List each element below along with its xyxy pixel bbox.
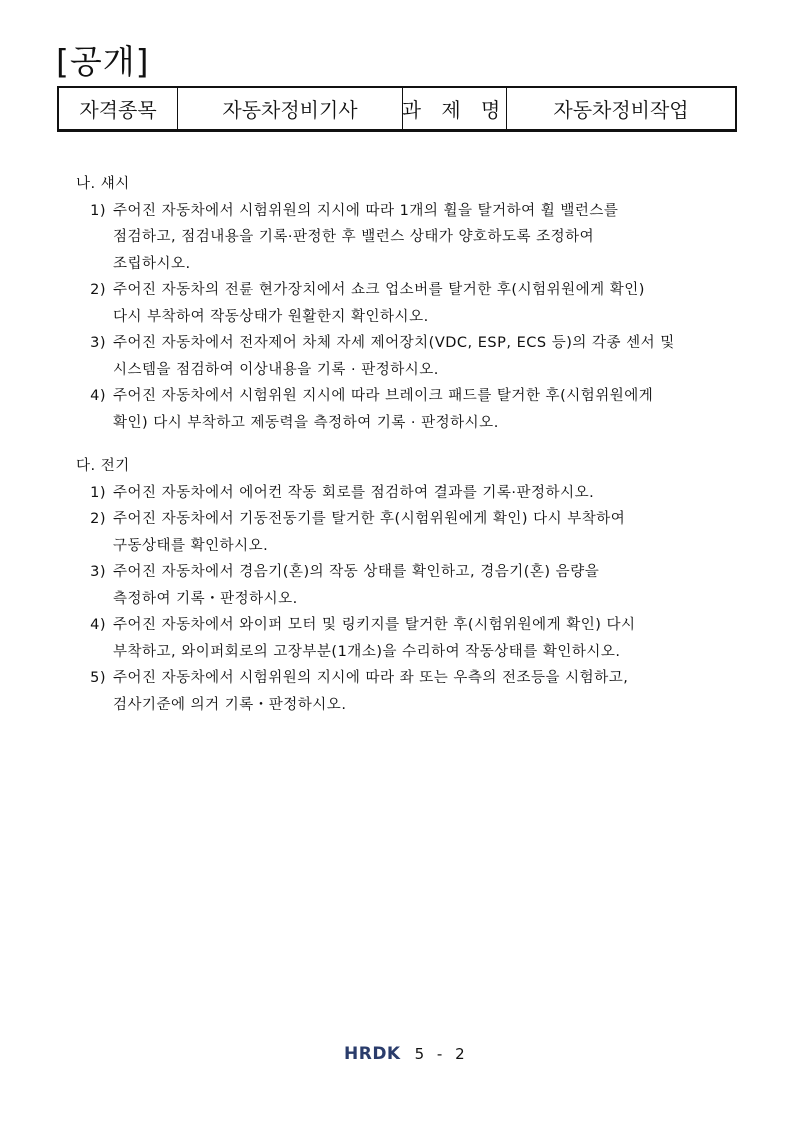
list-item — [76, 665, 756, 718]
item-text — [113, 198, 756, 278]
item-number: 4) — [90, 617, 106, 633]
item-list — [76, 480, 756, 719]
item-line: 검사기준에 의거 기록・판정하시오. — [113, 696, 347, 713]
list-item — [76, 277, 756, 330]
list-item — [76, 559, 756, 612]
item-line: 주어진 자동차에서 와이퍼 모터 및 링키지를 탈거한 후(시험위원에게 확인) 다시 — [113, 617, 636, 633]
item-line: 확인) 다시 부착하고 제동력을 측정하여 기록 · 판정하시오. — [113, 414, 499, 431]
item-line: 주어진 자동차에서 시험위원 지시에 따라 브레이크 패드를 탈거한 후(시험위원에게 — [113, 388, 654, 404]
item-line: 조립하시오. — [113, 255, 191, 272]
item-line: 부착하고, 와이퍼회로의 고장부분(1개소)을 수리하여 작동상태를 확인하시오. — [113, 643, 621, 660]
item-number: 1) — [90, 202, 106, 219]
item-line: 시스템을 점검하여 이상내용을 기록 · 판정하시오. — [113, 361, 439, 378]
item-text — [113, 612, 756, 665]
item-text — [113, 506, 756, 559]
item-line: 점검하고, 점검내용을 기록·판정한 후 밸런스 상태가 양호하도록 조정하여 — [113, 229, 595, 245]
item-line: 주어진 자동차에서 전자제어 차체 자세 제어장치(VDC, ESP, ECS 등)의 각종 센서 및 — [113, 335, 675, 351]
task-label: 과 제 명 — [403, 88, 507, 129]
section-electrical — [76, 453, 756, 718]
item-number: 4) — [90, 388, 106, 404]
item-text — [113, 559, 756, 612]
item-line: 측정하여 기록・판정하시오. — [113, 590, 298, 607]
section-chassis — [76, 171, 756, 436]
hrdk-logo: HRDK — [344, 1044, 401, 1064]
section-title: 다. 전기 — [76, 458, 130, 474]
item-line: 주어진 자동차에서 에어컨 작동 회로를 점검하여 결과를 기록·판정하시오. — [113, 484, 595, 501]
public-badge: [공개] — [56, 42, 150, 81]
item-line: 구동상태를 확인하시오. — [113, 537, 269, 554]
list-item — [76, 383, 756, 436]
page-number: 5 - 2 — [414, 1045, 469, 1063]
item-number: 1) — [90, 484, 106, 501]
item-line: 다시 부착하여 작동상태가 원활한지 확인하시오. — [113, 308, 429, 325]
item-line: 주어진 자동차의 전륜 현가장치에서 쇼크 업소버를 탈거한 후(시험위원에게 확인) — [113, 282, 645, 298]
item-text — [113, 330, 756, 383]
item-number: 3) — [90, 564, 106, 580]
qualification-label: 자격종목 — [59, 88, 178, 129]
item-number: 2) — [90, 511, 106, 527]
page-footer — [344, 1044, 469, 1064]
task-value: 자동차정비작업 — [553, 98, 689, 122]
exam-info-table — [57, 86, 737, 132]
item-text — [113, 665, 756, 718]
item-number: 2) — [90, 282, 106, 298]
list-item — [76, 612, 756, 665]
qualification-value: 자동차정비기사 — [178, 88, 403, 129]
item-text — [113, 480, 756, 507]
item-line: 주어진 자동차에서 경음기(혼)의 작동 상태를 확인하고, 경음기(혼) 음량을 — [113, 564, 600, 580]
item-number: 3) — [90, 335, 106, 351]
item-list — [76, 198, 756, 437]
list-item — [76, 480, 756, 507]
item-line: 주어진 자동차에서 시험위원의 지시에 따라 좌 또는 우측의 전조등을 시험하고, — [113, 670, 629, 686]
list-item — [76, 330, 756, 383]
item-line: 주어진 자동차에서 기동전동기를 탈거한 후(시험위원에게 확인) 다시 부착하여 — [113, 511, 626, 527]
item-line: 주어진 자동차에서 시험위원의 지시에 따라 1개의 휠을 탈거하여 휠 밸런스를 — [113, 202, 619, 219]
list-item — [76, 506, 756, 559]
item-text — [113, 277, 756, 330]
item-number: 5) — [90, 670, 106, 686]
list-item — [76, 198, 756, 278]
section-title: 나. 섀시 — [76, 176, 130, 192]
item-text — [113, 383, 756, 436]
